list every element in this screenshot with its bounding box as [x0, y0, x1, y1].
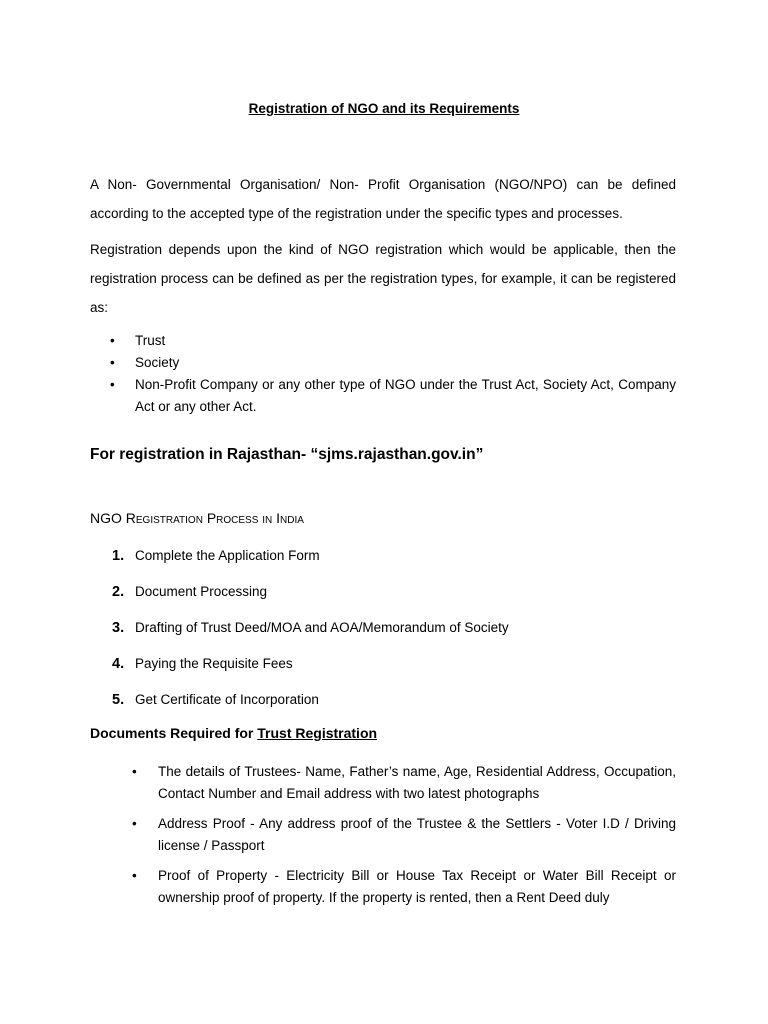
trust-registration-link: Trust Registration — [257, 725, 378, 741]
list-item: 2. Document Processing — [90, 581, 676, 617]
bullet-icon: • — [132, 868, 137, 883]
step-number: 2. — [112, 584, 125, 600]
bullet-icon: • — [110, 333, 115, 348]
registration-types-list — [90, 330, 676, 418]
step-number: 5. — [112, 692, 125, 708]
bullet-icon: • — [110, 355, 115, 370]
list-item: • Proof of Property - Electricity Bill or House Tax Receipt or Water Bill Receipt or ownership proof of property. If the property is rented, then a Rent Deed duly — [90, 865, 676, 909]
process-heading: NGO Registration Process in India — [90, 510, 304, 526]
bullet-icon: • — [110, 377, 115, 392]
document-title: Registration of NGO and its Requirements — [248, 101, 520, 116]
list-item: • Address Proof - Any address proof of the Trustee & the Settlers - Voter I.D / Driving license / Passport — [90, 813, 676, 857]
rajasthan-registration-heading: For registration in Rajasthan- “sjms.rajasthan.gov.in” — [90, 446, 484, 463]
bullet-icon: • — [132, 764, 137, 779]
list-item: • Non-Profit Company or any other type of NGO under the Trust Act, Society Act, Company Act or any other Act. — [90, 374, 676, 418]
list-item: • Trust — [90, 330, 676, 352]
step-number: 1. — [112, 548, 125, 564]
documents-list — [90, 761, 676, 917]
step-number: 3. — [112, 620, 125, 636]
step-number: 4. — [112, 656, 125, 672]
list-item: 3. Drafting of Trust Deed/MOA and AOA/Memorandum of Society — [90, 617, 676, 653]
list-item: • The details of Trustees- Name, Father’s name, Age, Residential Address, Occupation, Contact Number and Email address with two latest photographs — [90, 761, 676, 805]
intro-paragraph: A Non- Governmental Organisation/ Non- Profit Organisation (NGO/NPO) can be defined according to the accepted type of the registration under the specific types and processes. — [90, 177, 676, 221]
process-steps-list — [90, 545, 676, 725]
registration-paragraph: Registration depends upon the kind of NGO registration which would be applicable, then the registration process can be defined as per the registration types, for example, it can be registered as: — [90, 242, 676, 315]
list-item: • Society — [90, 352, 676, 374]
bullet-icon: • — [132, 816, 137, 831]
documents-heading: Documents Required for Trust Registration — [90, 725, 378, 741]
list-item: 1. Complete the Application Form — [90, 545, 676, 581]
list-item: 5. Get Certificate of Incorporation — [90, 689, 676, 725]
list-item: 4. Paying the Requisite Fees — [90, 653, 676, 689]
